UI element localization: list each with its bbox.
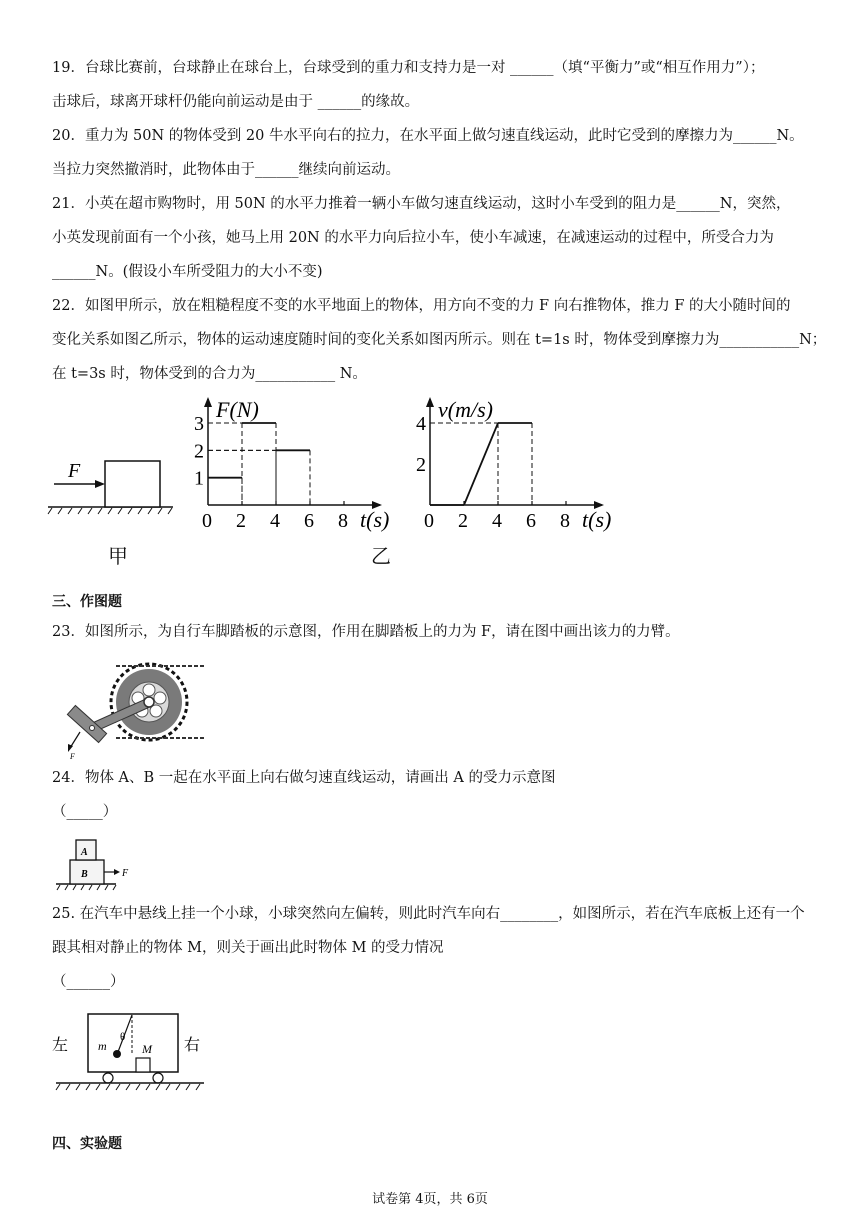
f-y-tick-label: 3 [194,413,204,435]
block-b-label: B [81,869,88,880]
v-t-axis-label: t(s) [582,507,612,532]
v-x-tick-label: 4 [492,510,502,532]
q22-line3: 在 t=3s 时，物体受到的合力为___________ N。 [52,366,367,382]
v-x-tick-label: 2 [458,510,468,532]
theta-label: θ [120,1031,126,1043]
v-x-tick-label: 0 [424,510,434,532]
f-y-tick-label: 1 [194,467,204,490]
section-experiment-title: 四、实验题 [52,1136,122,1152]
v-x-tick-label: 8 [560,510,570,532]
f-t-axis-label: t(s) [360,507,390,532]
q20-line1: 20．重力为 50N 的物体受到 20 牛水平向右的拉力，在水平面上做匀速直线运动，此时它受到的摩擦力为______N。 [52,128,804,144]
v-y-tick-label: 4 [416,413,426,435]
f-x-tick-label: 4 [270,510,280,532]
block-m-label: M [142,1042,152,1056]
figure-blocks-ab [56,832,146,892]
q24-answer-blank[interactable]: （_____） [52,804,118,820]
q22-line1: 22．如图甲所示，放在粗糙程度不变的水平地面上的物体，用方向不变的力 F 向右推物体，推力 F 的大小随时间的 [52,298,791,314]
ball-label: m [98,1039,107,1053]
figure-bicycle-pedal [56,660,206,760]
q25-answer-blank[interactable]: （______） [52,974,125,990]
section-drawing-title: 三、作图题 [52,594,122,610]
caption-yi: 乙 [371,544,391,568]
chart-force-time [190,395,410,535]
block-a-label: A [81,847,88,858]
f-x-tick-label: 6 [304,510,314,532]
jia-force-label: F [68,460,81,482]
f-axis-label: F(N) [216,397,259,422]
f-y-tick-label: 2 [194,440,204,463]
bike-force-label: F [70,752,75,761]
q24-line1: 24．物体 A、B 一起在水平面上向右做匀速直线运动，请画出 A 的受力示意图 [52,770,556,786]
chart-velocity-time [412,395,632,535]
v-data-segment [464,423,498,505]
q21-line3: ______N。(假设小车所受阻力的大小不变) [52,264,323,280]
v-y-tick-label: 2 [416,454,426,476]
q22-line2: 变化关系如图乙所示，物体的运动速度随时间的变化关系如图丙所示。则在 t=1s 时，物体受到摩擦力为___________N； [52,332,827,348]
q21-line1: 21．小英在超市购物时，用 50N 的水平力推着一辆小车做匀速直线运动，这时小车受到的阻力是______N，突然， [52,196,791,212]
q19-line1: 19．台球比赛前，台球静止在球台上，台球受到的重力和支持力是一对 ______（填“平衡力”或“相互作用力”）； [52,60,765,76]
v-x-tick-label: 6 [526,510,536,532]
q21-line2: 小英发现前面有一个小孩，她马上用 20N 的水平力向后拉小车，使小车减速，在减速运动的过程中，所受合力为 [52,230,774,246]
q19-line2: 击球后，球离开球杆仍能向前运动是由于 ______的缘故。 [52,94,420,110]
page-footer: 试卷第 4页，共 6页 [372,1192,488,1207]
car-left-label: 左 [52,1037,69,1054]
ab-force-label: F [122,868,129,879]
f-x-tick-label: 8 [338,510,348,532]
caption-jia: 甲 [108,544,128,568]
f-x-tick-label: 2 [236,510,246,532]
q20-line2: 当拉力突然撤消时，此物体由于______继续向前运动。 [52,162,400,178]
car-right-label: 右 [184,1037,201,1054]
figure-car-pendulum [50,1010,220,1100]
v-axis-label: v(m/s) [438,397,493,422]
q25-line1: 25. 在汽车中悬线上挂一个小球，小球突然向左偏转，则此时汽车向右________，如图所示，若在汽车底板上还有一个 [52,906,805,922]
q25-line2: 跟其相对静止的物体 M，则关于画出此时物体 M 的受力情况 [52,940,444,956]
q23-line1: 23．如图所示，为自行车脚踏板的示意图，作用在脚踏板上的力为 F，请在图中画出该力的力臂。 [52,624,680,640]
f-x-tick-label: 0 [202,510,212,532]
figure-jia [48,448,188,518]
